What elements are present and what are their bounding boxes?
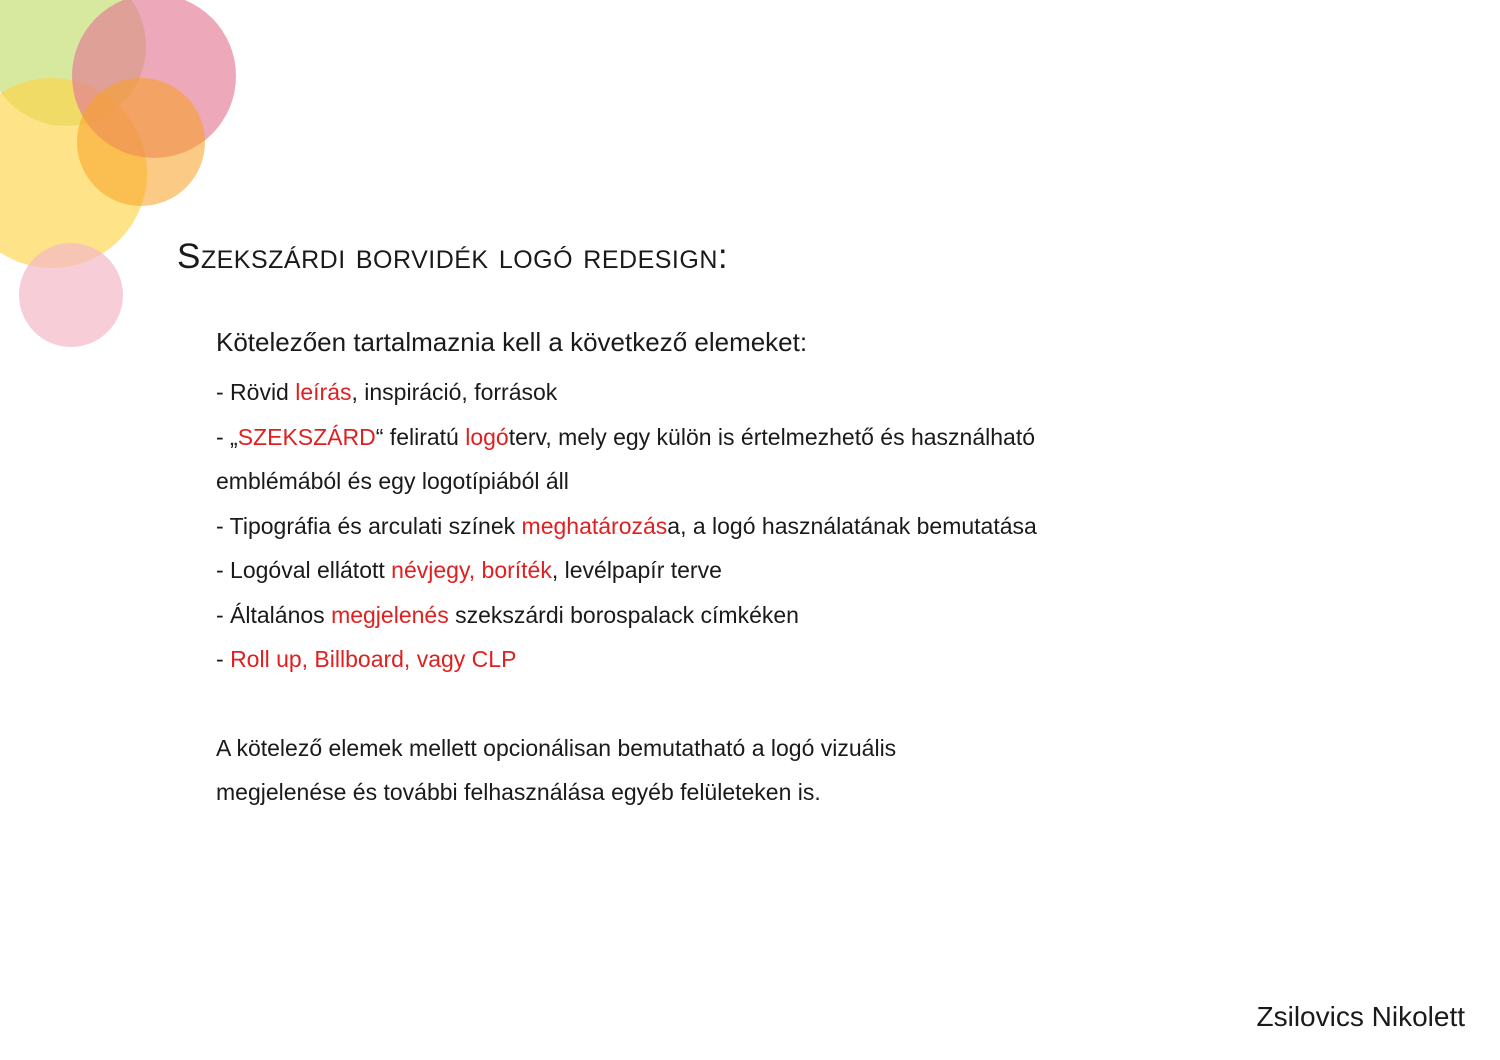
content-body [216, 324, 1216, 815]
requirement-line [216, 370, 1216, 415]
requirement-line [216, 548, 1216, 593]
page-title: Szekszárdi borvidék logó redesign: [177, 237, 729, 276]
requirement-text: terv, mely egy külön is értelmezhető és használható [508, 423, 1036, 450]
highlighted-text: névjegy, boríték [391, 557, 552, 583]
highlighted-text: megjelenés [331, 601, 449, 628]
requirement-line [216, 637, 1216, 682]
requirement-text: - [216, 646, 231, 672]
requirement-line [216, 593, 1216, 638]
requirement-text: - Általános [216, 601, 332, 628]
highlighted-text: leírás [295, 379, 352, 405]
requirements-list [216, 370, 1216, 682]
optional-line: megjelenése és további felhasználása egyéb felületeken is. [216, 779, 821, 805]
optional-paragraph [216, 726, 1216, 815]
requirement-line [216, 504, 1216, 549]
requirements-heading: Kötelezően tartalmaznia kell a következő elemeket: [216, 327, 808, 357]
author-name: Zsilovics Nikolett [1256, 1001, 1465, 1032]
requirement-text: - „ [216, 423, 238, 450]
light-pink-circle [19, 243, 123, 347]
requirement-text: “ feliratú [375, 423, 466, 450]
requirement-text: , inspiráció, források [351, 379, 558, 405]
spacer [216, 682, 1216, 726]
decorative-circles [0, 0, 260, 360]
requirement-text: , levélpapír terve [551, 557, 722, 583]
requirement-text: a, a logó használatának bemutatása [667, 512, 1037, 539]
requirement-text: - Rövid [216, 379, 296, 405]
requirement-text: szekszárdi borospalack címkéken [448, 601, 799, 628]
optional-line: A kötelező elemek mellett opcionálisan bemutatható a logó vizuális [216, 734, 897, 761]
highlighted-text: meghatározás [521, 512, 668, 539]
highlighted-text: logó [465, 423, 509, 450]
requirement-line [216, 415, 1216, 460]
highlighted-text: Roll up, Billboard, vagy CLP [230, 646, 517, 672]
requirement-line [216, 459, 1216, 504]
highlighted-text: SZEKSZÁRD [237, 423, 376, 450]
requirement-text: - Logóval ellátott [216, 557, 392, 583]
requirement-text: - Tipográfia és arculati színek [216, 512, 522, 539]
requirement-text: emblémából és egy logotípiából áll [216, 468, 569, 494]
orange-circle [77, 78, 205, 206]
